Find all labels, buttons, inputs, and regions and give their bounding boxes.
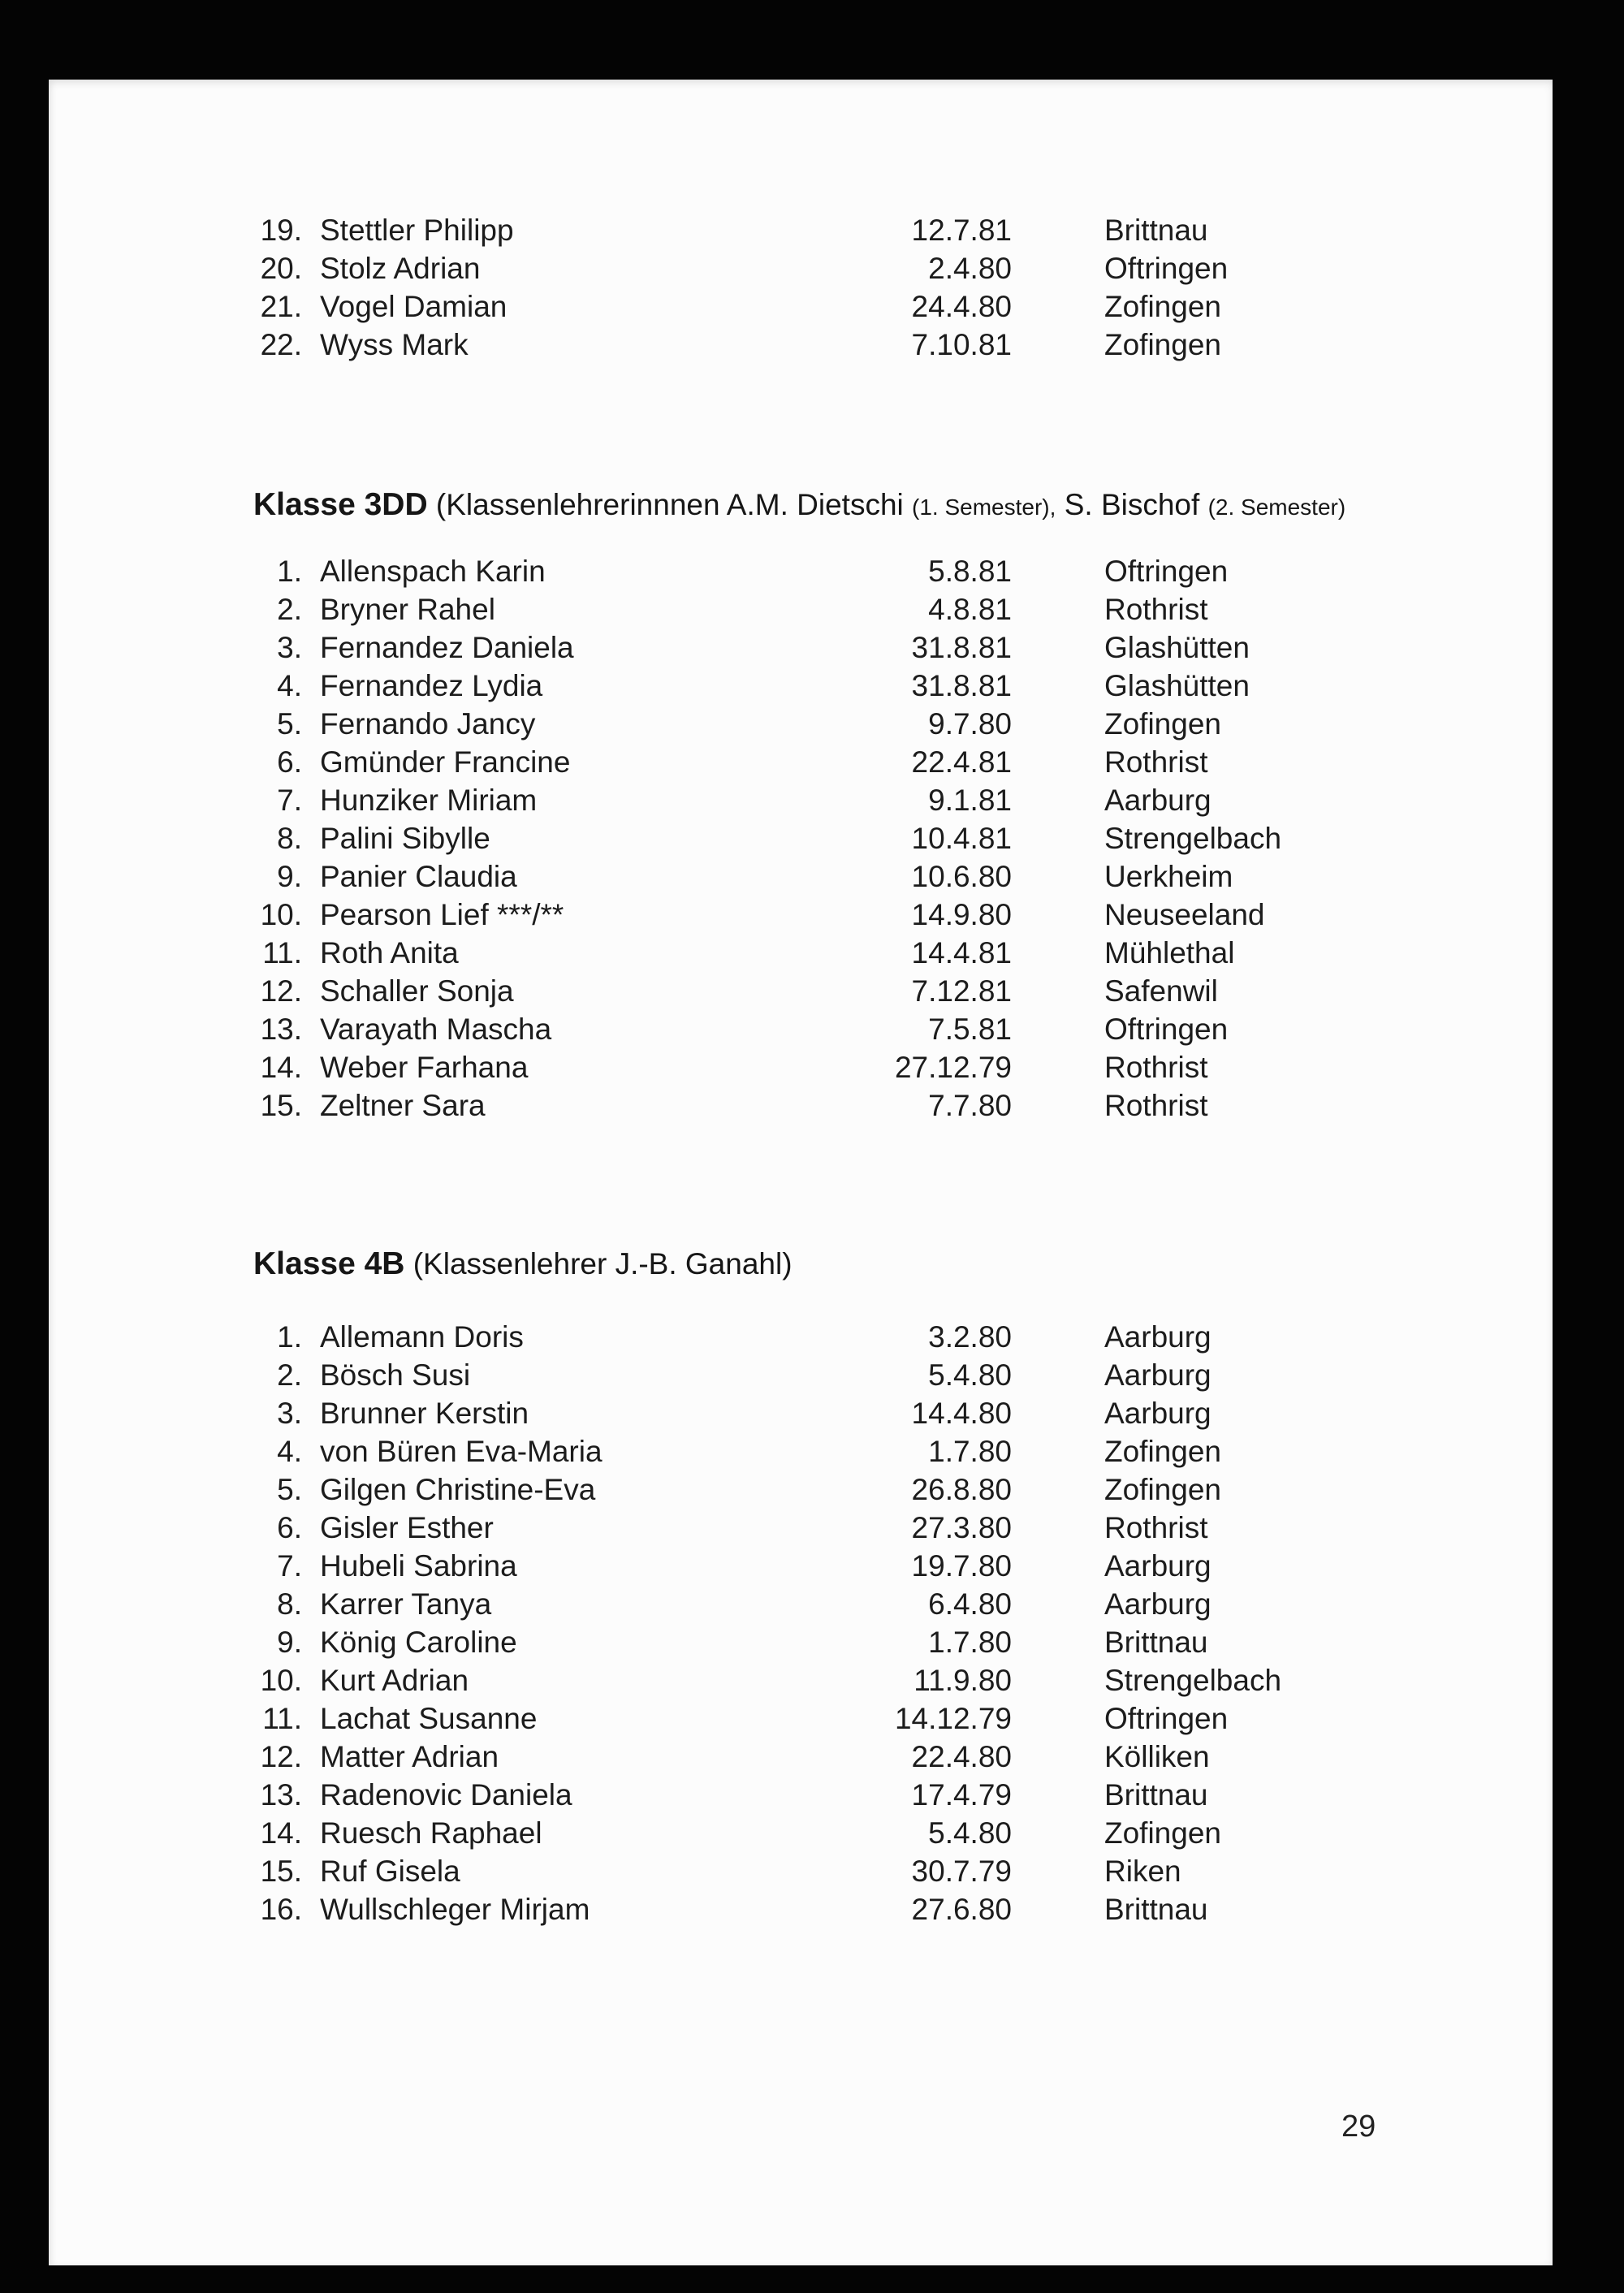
semester-note-2: (2. Semester) [1207,494,1346,520]
home-town: Kölliken [1104,1740,1210,1773]
roster-row [49,287,1553,326]
roster-row [49,1623,1553,1661]
student-name: Gilgen Christine-Eva [320,1473,596,1506]
birth-date: 4.8.81 [928,593,1012,626]
home-town: Zofingen [1104,1473,1221,1506]
student-name: Lachat Susanne [320,1702,538,1735]
entry-number: 7. [277,784,302,817]
roster-row [49,667,1553,705]
student-name: Panier Claudia [320,860,517,893]
roster-row [49,1890,1553,1928]
home-town: Rothrist [1104,1089,1208,1122]
birth-date: 9.7.80 [928,707,1012,741]
roster-row [49,743,1553,781]
home-town: Brittnau [1104,214,1208,247]
birth-date: 10.6.80 [911,860,1012,893]
birth-date: 31.8.81 [911,631,1012,664]
roster-klasse-4b [49,1318,1553,1928]
page-number: 29 [1341,2109,1376,2144]
home-town: Rothrist [1104,593,1208,626]
home-town: Zofingen [1104,1816,1221,1850]
birth-date: 27.12.79 [894,1051,1012,1084]
entry-number: 4. [277,1435,302,1468]
entry-number: 20. [260,252,302,285]
entry-number: 16. [260,1893,302,1926]
entry-number: 2. [277,1358,302,1392]
home-town: Zofingen [1104,1435,1221,1468]
entry-number: 7. [277,1549,302,1583]
home-town: Glashütten [1104,631,1250,664]
home-town: Zofingen [1104,707,1221,741]
home-town: Safenwil [1104,974,1218,1008]
home-town: Aarburg [1104,1320,1212,1354]
student-name: Pearson Lief ***/** [320,898,564,931]
birth-date: 7.10.81 [911,328,1012,361]
roster-row [49,705,1553,743]
student-name: Schaller Sonja [320,974,514,1008]
roster-row [49,211,1553,249]
entry-number: 3. [277,631,302,664]
home-town: Zofingen [1104,290,1221,323]
student-name: Karrer Tanya [320,1587,492,1621]
entry-number: 15. [260,1855,302,1888]
home-town: Glashütten [1104,669,1250,702]
home-town: Aarburg [1104,1587,1212,1621]
teacher-info-2: S. Bischof [1064,488,1200,521]
home-town: Oftringen [1104,1702,1229,1735]
student-name: Bryner Rahel [320,593,495,626]
home-town: Strengelbach [1104,1664,1282,1697]
home-town: Strengelbach [1104,822,1282,855]
birth-date: 14.4.81 [911,936,1012,969]
birth-date: 1.7.80 [928,1435,1012,1468]
roster-row [49,249,1553,287]
entry-number: 14. [260,1816,302,1850]
home-town: Aarburg [1104,1397,1212,1430]
birth-date: 27.3.80 [911,1511,1012,1544]
home-town: Aarburg [1104,784,1212,817]
roster-row [49,1318,1553,1356]
entry-number: 8. [277,822,302,855]
student-name: Wyss Mark [320,328,469,361]
birth-date: 7.7.80 [928,1089,1012,1122]
entry-number: 12. [260,974,302,1008]
home-town: Rothrist [1104,745,1208,779]
home-town: Oftringen [1104,555,1229,588]
birth-date: 17.4.79 [911,1778,1012,1812]
home-town: Mühlethal [1104,936,1235,969]
entry-number: 2. [277,593,302,626]
entry-number: 9. [277,860,302,893]
birth-date: 30.7.79 [911,1855,1012,1888]
student-name: Kurt Adrian [320,1664,469,1697]
student-name: Hubeli Sabrina [320,1549,517,1583]
student-name: Gisler Esther [320,1511,494,1544]
roster-continuation-list [49,211,1553,364]
roster-row [49,552,1553,590]
student-name: von Büren Eva-Maria [320,1435,603,1468]
student-name: Hunziker Miriam [320,784,538,817]
student-name: Allenspach Karin [320,555,546,588]
birth-date: 5.4.80 [928,1816,1012,1850]
entry-number: 22. [260,328,302,361]
entry-number: 6. [277,745,302,779]
entry-number: 14. [260,1051,302,1084]
student-name: Allemann Doris [320,1320,524,1354]
student-name: Stettler Philipp [320,214,514,247]
entry-number: 13. [260,1778,302,1812]
entry-number: 9. [277,1626,302,1659]
student-name: Fernandez Daniela [320,631,574,664]
student-name: Palini Sibylle [320,822,490,855]
entry-number: 4. [277,669,302,702]
birth-date: 22.4.80 [911,1740,1012,1773]
roster-row [49,781,1553,819]
birth-date: 1.7.80 [928,1626,1012,1659]
roster-row [49,590,1553,628]
student-name: Stolz Adrian [320,252,481,285]
section-heading-klasse-4b [253,1245,1520,1283]
teacher-info: (Klassenlehrerinnnen A.M. Dietschi [435,488,904,521]
home-town: Oftringen [1104,252,1229,285]
student-name: Ruf Gisela [320,1855,460,1888]
roster-row [49,1699,1553,1738]
entry-number: 10. [260,1664,302,1697]
roster-row [49,1661,1553,1699]
document-page [49,80,1553,2265]
entry-number: 21. [260,290,302,323]
birth-date: 7.12.81 [911,974,1012,1008]
roster-row [49,1814,1553,1852]
home-town: Oftringen [1104,1013,1229,1046]
birth-date: 22.4.81 [911,745,1012,779]
entry-number: 13. [260,1013,302,1046]
birth-date: 24.4.80 [911,290,1012,323]
student-name: Vogel Damian [320,290,508,323]
student-name: Wullschleger Mirjam [320,1893,590,1926]
student-name: Roth Anita [320,936,459,969]
student-name: Fernando Jancy [320,707,536,741]
roster-row [49,1356,1553,1394]
roster-row [49,1470,1553,1509]
birth-date: 11.9.80 [914,1664,1012,1697]
home-town: Uerkheim [1104,860,1233,893]
student-name: Fernandez Lydia [320,669,543,702]
roster-row [49,1776,1553,1814]
home-town: Brittnau [1104,1893,1208,1926]
home-town: Zofingen [1104,328,1221,361]
class-title: Klasse 3DD [253,487,428,522]
birth-date: 19.7.80 [911,1549,1012,1583]
home-town: Brittnau [1104,1778,1208,1812]
home-town: Rothrist [1104,1051,1208,1084]
roster-row [49,1585,1553,1623]
roster-row [49,1547,1553,1585]
roster-row [49,628,1553,667]
birth-date: 7.5.81 [928,1013,1012,1046]
teacher-info: (Klassenlehrer J.-B. Ganahl) [412,1247,793,1280]
roster-row [49,819,1553,857]
student-name: König Caroline [320,1626,517,1659]
entry-number: 10. [260,898,302,931]
birth-date: 27.6.80 [911,1893,1012,1926]
student-name: Ruesch Raphael [320,1816,542,1850]
birth-date: 9.1.81 [928,784,1012,817]
entry-number: 3. [277,1397,302,1430]
student-name: Gmünder Francine [320,745,571,779]
birth-date: 3.2.80 [928,1320,1012,1354]
roster-row [49,934,1553,972]
entry-number: 1. [277,555,302,588]
birth-date: 14.12.79 [894,1702,1012,1735]
student-name: Weber Farhana [320,1051,529,1084]
entry-number: 11. [262,936,302,969]
roster-row [49,1852,1553,1890]
entry-number: 11. [262,1702,302,1735]
student-name: Brunner Kerstin [320,1397,529,1430]
home-town: Riken [1104,1855,1181,1888]
entry-number: 1. [277,1320,302,1354]
roster-row [49,1738,1553,1776]
birth-date: 5.8.81 [928,555,1012,588]
section-heading-klasse-3dd [253,486,1520,526]
home-town: Aarburg [1104,1549,1212,1583]
home-town: Aarburg [1104,1358,1212,1392]
birth-date: 2.4.80 [928,252,1012,285]
entry-number: 6. [277,1511,302,1544]
roster-row [49,896,1553,934]
home-town: Neuseeland [1104,898,1265,931]
student-name: Matter Adrian [320,1740,499,1773]
entry-number: 19. [260,214,302,247]
birth-date: 6.4.80 [928,1587,1012,1621]
student-name: Varayath Mascha [320,1013,552,1046]
entry-number: 5. [277,1473,302,1506]
birth-date: 14.4.80 [911,1397,1012,1430]
entry-number: 15. [260,1089,302,1122]
semester-note-1: (1. Semester), [912,494,1056,520]
entry-number: 8. [277,1587,302,1621]
roster-row [49,857,1553,896]
roster-row [49,1432,1553,1470]
roster-row [49,1509,1553,1547]
roster-row [49,1086,1553,1125]
roster-klasse-3dd [49,552,1553,1125]
birth-date: 14.9.80 [911,898,1012,931]
student-name: Zeltner Sara [320,1089,486,1122]
birth-date: 5.4.80 [928,1358,1012,1392]
roster-row [49,326,1553,364]
home-town: Rothrist [1104,1511,1208,1544]
roster-row [49,1010,1553,1048]
birth-date: 12.7.81 [911,214,1012,247]
class-title: Klasse 4B [253,1246,405,1281]
entry-number: 5. [277,707,302,741]
roster-row [49,1048,1553,1086]
student-name: Radenovic Daniela [320,1778,572,1812]
birth-date: 26.8.80 [911,1473,1012,1506]
birth-date: 10.4.81 [911,822,1012,855]
roster-row [49,972,1553,1010]
birth-date: 31.8.81 [911,669,1012,702]
entry-number: 12. [260,1740,302,1773]
home-town: Brittnau [1104,1626,1208,1659]
roster-row [49,1394,1553,1432]
student-name: Bösch Susi [320,1358,471,1392]
